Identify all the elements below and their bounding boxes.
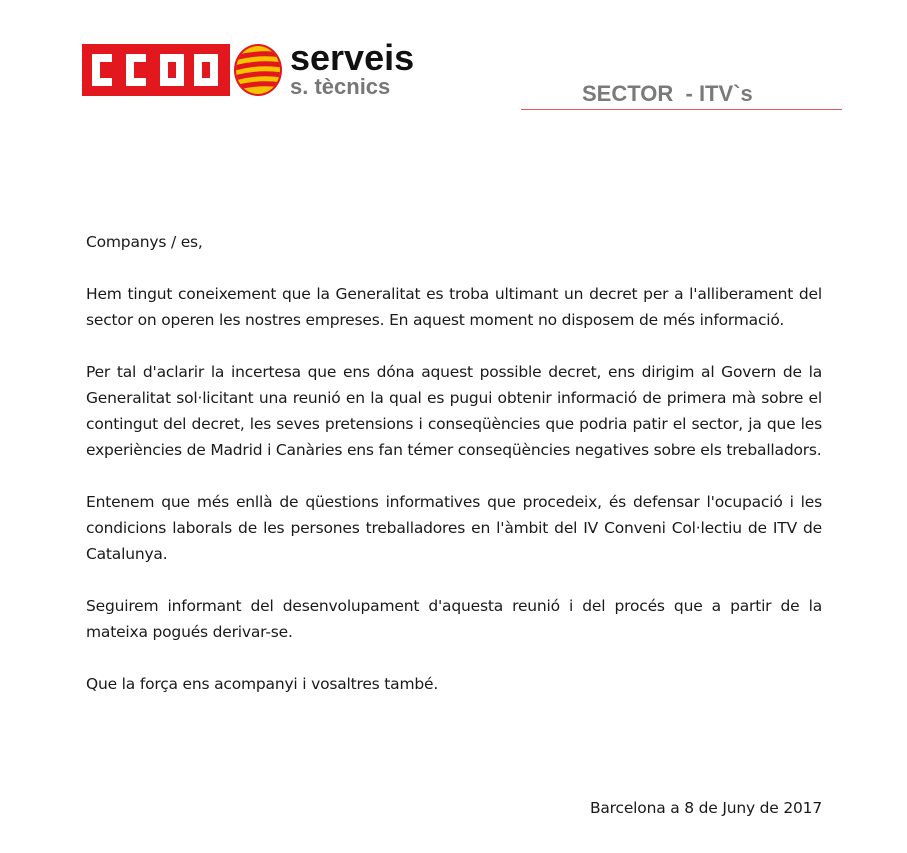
letter-body	[86, 229, 822, 697]
paragraph: Seguirem informant del desenvolupament d'aquesta reunió i del procés que a partir de la mateixa pogués derivar-se.	[86, 597, 822, 641]
paragraph: Per tal d'aclarir la incertesa que ens dóna aquest possible decret, ens dirigim al Govern de la Generalitat sol·licitant una reunió en la qual es pugui obtenir informació de primera mà sobre el contingut del decret, les seves pretensions i conseqüències que podria patir el sector, ja que les experiències de Madrid i Canàries ens fan témer conseqüències negatives sobre els treballadors.	[86, 363, 822, 459]
closing-line: Que la força ens acompanyi i vosaltres també.	[86, 675, 439, 693]
ccoo-logo	[82, 44, 230, 96]
sector-title: SECTOR - ITV`s	[582, 81, 753, 106]
header-rule	[521, 109, 842, 110]
brand-name: serveis	[290, 37, 415, 78]
letter-date: Barcelona a 8 de Juny de 2017	[589, 799, 822, 817]
brand-subtitle: s. tècnics	[290, 74, 391, 99]
catalan-flag-emblem	[232, 44, 284, 96]
paragraph: Entenem que més enllà de qüestions informatives que procedeix, és defensar l'ocupació i les condicions laborals de les persones treballadores en l'àmbit del IV Conveni Col·lectiu de ITV de Catalunya.	[86, 493, 822, 563]
salutation: Companys / es,	[86, 233, 203, 251]
paragraph: Hem tingut coneixement que la Generalitat es troba ultimant un decret per a l'alliberament del sector on operen les nostres empreses. En aquest moment no disposem de més informació.	[86, 285, 822, 329]
